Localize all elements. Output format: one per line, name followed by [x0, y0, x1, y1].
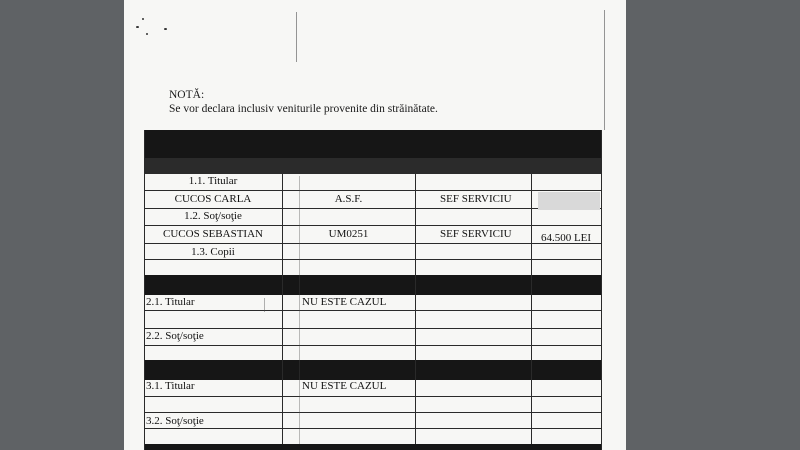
scan-artifact-line [604, 10, 605, 130]
row-line [144, 328, 602, 329]
note-title: NOTĂ: [169, 89, 205, 101]
column-line [415, 174, 416, 444]
section-4-header-band [144, 444, 602, 450]
titular-income-redacted [538, 192, 600, 210]
spouse-service: SEF SERVICIU [440, 228, 512, 240]
income-declaration-table [144, 130, 602, 450]
scan-artifact-line [299, 176, 300, 444]
row-line [144, 225, 602, 226]
scan-artifact-line [264, 298, 265, 312]
scanned-document-page [124, 0, 626, 450]
scan-speck [136, 26, 139, 28]
section-2-spouse-label: 2.2. Soţ/soţie [146, 330, 204, 342]
titular-income-source: A.S.F. [334, 193, 363, 205]
row-line [144, 412, 602, 413]
column-line [601, 130, 602, 450]
spouse-income-source: UM0251 [328, 228, 369, 240]
section-2-titular-value: NU ESTE CAZUL [302, 296, 387, 308]
spouse-name: CUCOS SEBASTIAN [163, 228, 263, 240]
row-line [144, 345, 602, 346]
titular-name: CUCOS CARLA [174, 193, 252, 205]
scan-speck [146, 33, 148, 35]
row-line [144, 310, 602, 311]
section-3-spouse-label: 3.2. Soţ/soţie [146, 415, 204, 427]
row-line [144, 428, 602, 429]
note-block [169, 88, 438, 116]
scan-speck [164, 28, 167, 30]
scan-artifact-line [296, 12, 297, 62]
section-3-titular-value: NU ESTE CAZUL [302, 380, 387, 392]
note-text: Se vor declara inclusiv veniturile provenite din străinătate. [169, 103, 438, 115]
spouse-label: 1.2. Soţ/soţie [184, 210, 242, 222]
section-1-header-band [144, 158, 602, 174]
titular-label: 1.1. Titular [188, 175, 238, 187]
section-3-header-band [144, 360, 602, 380]
row-line [144, 259, 602, 260]
table-header-band [144, 130, 602, 158]
scan-speck [142, 18, 144, 20]
row-line [144, 208, 602, 209]
row-line [144, 396, 602, 397]
section-3-titular-label: 3.1. Titular [146, 380, 195, 392]
titular-service: SEF SERVICIU [440, 193, 512, 205]
children-label: 1.3. Copii [191, 246, 235, 258]
row-line [144, 190, 602, 191]
section-2-header-band [144, 275, 602, 295]
section-2-titular-label: 2.1. Titular [146, 296, 195, 308]
column-line [282, 174, 283, 444]
column-line [531, 174, 532, 444]
spouse-income: 64.500 LEI [540, 232, 592, 244]
